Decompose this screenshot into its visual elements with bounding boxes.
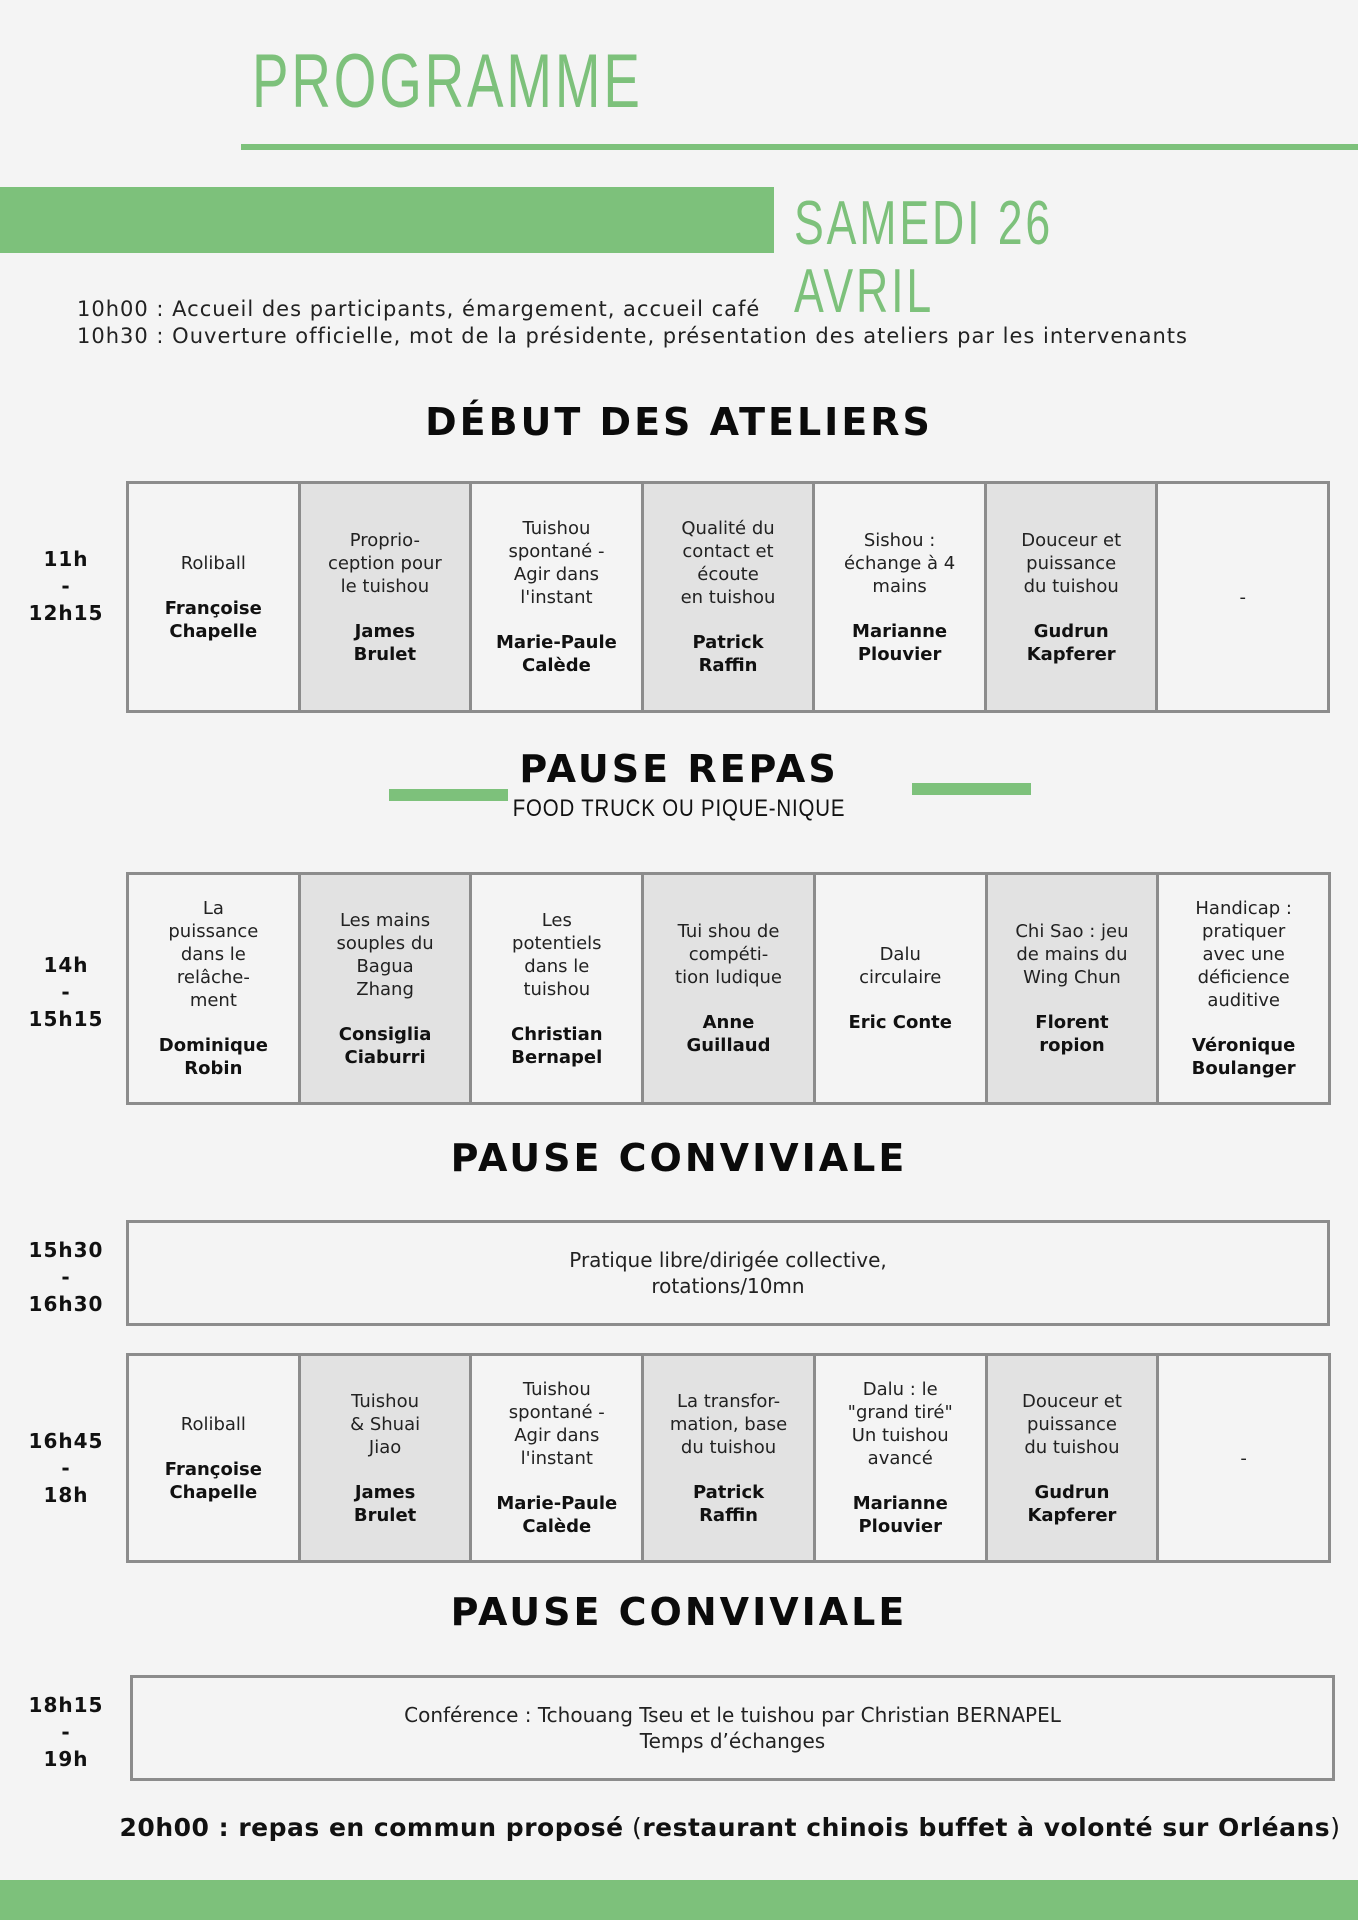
heading-pause-repas: PAUSE REPAS — [519, 747, 839, 791]
workshop-speaker: Gudrun Kapferer — [1027, 1481, 1117, 1526]
workshop-title: Tui shou de compéti- tion ludique — [675, 921, 782, 988]
workshop-cell — [988, 875, 1160, 1102]
workshop-speaker: Françoise Chapelle — [164, 597, 262, 642]
date-title: SAMEDI 26 AVRIL — [794, 189, 1054, 326]
workshop-title: - — [1239, 586, 1246, 608]
workshop-speaker: Consiglia Ciaburri — [338, 1023, 432, 1068]
session-time-2: 14h - 15h15 — [28, 953, 104, 1031]
workshop-title: - — [1240, 1447, 1247, 1469]
dinner-time-text: 20h00 : repas en commun proposé — [119, 1813, 624, 1842]
workshop-cell — [988, 1356, 1160, 1560]
workshop-speaker: James Brulet — [353, 1481, 417, 1526]
workshop-title: Les mains souples du Bagua Zhang — [336, 909, 434, 1000]
workshop-title: La puissance dans le relâche- ment — [168, 898, 259, 1011]
page-title: PROGRAMME — [252, 39, 643, 124]
workshop-title: Roliball — [180, 1413, 246, 1435]
dinner-note — [0, 1812, 1358, 1844]
session-box-5: Conférence : Tchouang Tseu et le tuishou par Christian BERNAPEL Temps d’échanges — [130, 1675, 1335, 1781]
workshop-speaker: Florent ropion — [1035, 1012, 1109, 1056]
workshop-cell — [129, 875, 301, 1102]
workshop-title: Chi Sao : jeu de mains du Wing Chun — [1015, 921, 1129, 988]
workshop-cell — [987, 484, 1159, 710]
workshop-speaker: Marianne Plouvier — [852, 620, 948, 665]
workshop-speaker: Marie-Paule Calède — [496, 632, 617, 676]
workshop-title: Dalu : le "grand tiré" Un tuishou avancé — [847, 1379, 953, 1469]
session-time-3: 15h30 - 16h30 — [28, 1238, 104, 1316]
workshop-title: Tuishou & Shuai Jiao — [350, 1390, 421, 1458]
dinner-paren-close: ) — [1330, 1813, 1341, 1842]
workshop-cell — [644, 1356, 816, 1560]
workshop-speaker: James Brulet — [353, 620, 417, 665]
workshop-cell — [472, 1356, 644, 1560]
workshop-speaker: Marianne Plouvier — [852, 1493, 948, 1537]
session-box-3: Pratique libre/dirigée collective, rotations/10mn — [126, 1220, 1330, 1326]
workshop-cell — [1159, 1356, 1328, 1560]
workshop-speaker: Patrick Raffin — [692, 632, 764, 676]
workshop-grid-1 — [126, 481, 1330, 713]
workshop-title: Roliball — [180, 552, 246, 574]
workshop-title: Qualité du contact et écoute en tuishou — [680, 518, 776, 608]
workshop-cell — [815, 484, 987, 710]
workshop-cell — [644, 484, 816, 710]
workshop-title: Proprio- ception pour le tuishou — [327, 529, 442, 597]
workshop-title: Tuishou spontané - Agir dans l'instant — [508, 518, 605, 608]
workshop-cell — [129, 484, 301, 710]
workshop-speaker: Gudrun Kapferer — [1026, 620, 1116, 665]
workshop-cell — [129, 1356, 301, 1560]
workshop-cell — [301, 484, 473, 710]
workshop-speaker: Dominique Robin — [158, 1035, 268, 1079]
workshop-speaker: Christian Bernapel — [511, 1023, 603, 1068]
intro-line-1: 10h00 : Accueil des participants, émargement, accueil café — [77, 297, 761, 321]
workshop-title: Tuishou spontané - Agir dans l'instant — [508, 1379, 605, 1469]
dinner-restaurant-text: restaurant chinois buffet à volonté sur Orléans — [642, 1813, 1331, 1842]
date-banner-bar — [0, 187, 774, 253]
workshop-cell — [1158, 484, 1327, 710]
workshop-cell — [644, 875, 816, 1102]
workshop-speaker: Françoise Chapelle — [164, 1458, 262, 1503]
workshop-cell — [472, 875, 644, 1102]
dinner-paren-open: ( — [623, 1813, 643, 1842]
workshop-title: Dalu circulaire — [859, 944, 942, 988]
workshop-title: Douceur et puissance du tuishou — [1021, 529, 1122, 597]
workshop-grid-2 — [126, 872, 1331, 1105]
session-time-5: 18h15 - 19h — [28, 1693, 104, 1771]
footer-bar — [0, 1880, 1358, 1920]
workshop-speaker: Eric Conte — [848, 1012, 952, 1033]
session-time-4: 16h45 - 18h — [28, 1429, 104, 1507]
workshop-speaker: Véronique Boulanger — [1191, 1035, 1296, 1079]
workshop-title: Handicap : pratiquer avec une déficience auditive — [1195, 898, 1292, 1011]
workshop-speaker: Anne Guillaud — [686, 1012, 771, 1056]
workshop-speaker: Marie-Paule Calède — [496, 1493, 618, 1537]
workshop-cell — [301, 875, 473, 1102]
heading-debut-ateliers: DÉBUT DES ATELIERS — [425, 400, 933, 444]
heading-pause-conviviale-2: PAUSE CONVIVIALE — [450, 1590, 908, 1634]
title-underline — [241, 144, 1358, 150]
workshop-speaker: Patrick Raffin — [692, 1481, 765, 1526]
workshop-title: La transfor- mation, base du tuishou — [669, 1390, 788, 1458]
workshop-title: Douceur et puissance du tuishou — [1021, 1390, 1122, 1458]
workshop-cell — [301, 1356, 473, 1560]
intro-text — [77, 296, 1188, 350]
workshop-title: Les potentiels dans le tuishou — [512, 909, 602, 1000]
workshop-cell — [816, 1356, 988, 1560]
workshop-title: Sishou : échange à 4 mains — [843, 529, 956, 597]
workshop-cell — [472, 484, 644, 710]
workshop-grid-4 — [126, 1353, 1331, 1563]
intro-line-2: 10h30 : Ouverture officielle, mot de la présidente, présentation des ateliers par les intervenants — [77, 324, 1188, 348]
workshop-cell — [1159, 875, 1328, 1102]
subheading-food-truck: FOOD TRUCK OU PIQUE-NIQUE — [512, 795, 846, 822]
heading-pause-conviviale-1: PAUSE CONVIVIALE — [450, 1136, 908, 1180]
workshop-cell — [816, 875, 988, 1102]
session-time-1: 11h - 12h15 — [28, 547, 104, 625]
